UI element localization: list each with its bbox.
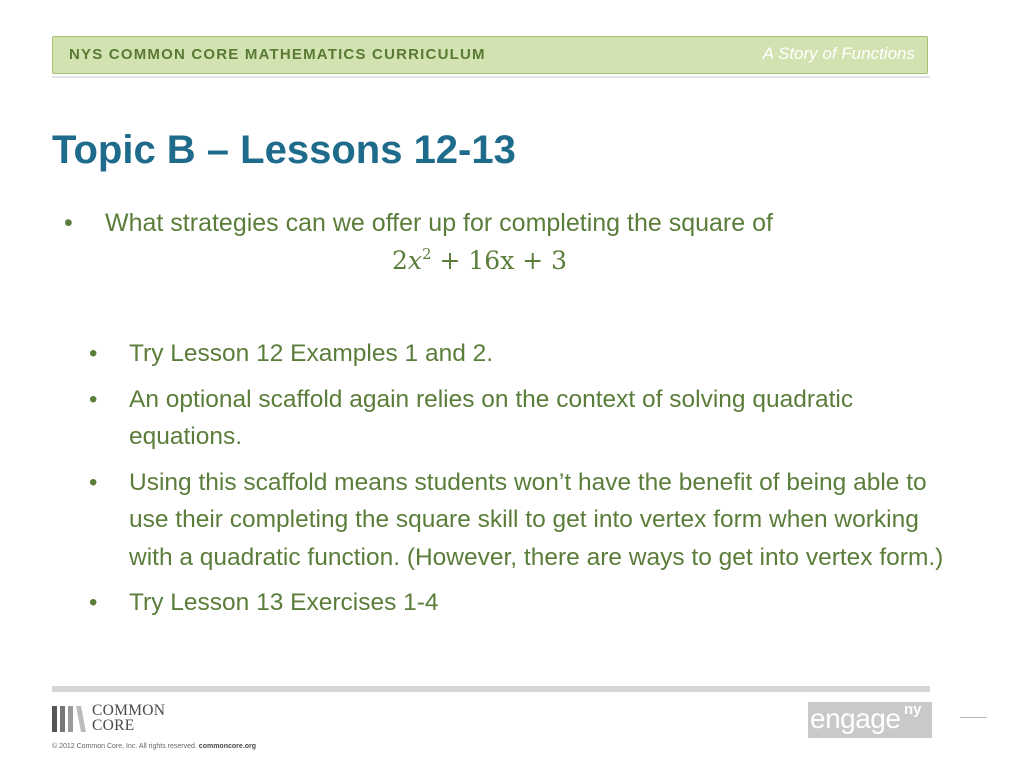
list-item-text: Try Lesson 13 Exercises 1-4 [129,589,439,616]
footer-divider [52,686,930,692]
common-core-logo-icon [52,706,86,732]
bullet-icon: • [64,209,73,237]
bullet-icon: • [89,340,98,367]
expression-variable: x [407,246,423,275]
expression-coefficient: 2 [392,246,408,275]
common-core-logo-text [92,703,165,733]
list-item-text: An optional scaffold again relies on the context of solving quadratic equations. [129,385,854,450]
copyright-text: © 2012 Common Core, Inc. All rights reserved. [52,743,197,750]
copyright-site-link[interactable]: commoncore.org [198,743,256,750]
engage-word: engage [810,703,901,734]
list-item [0,584,1024,622]
engage-ny-superscript: ny [904,701,922,718]
list-item [0,464,1024,577]
banner-divider [52,76,930,78]
curriculum-title: NYS COMMON CORE MATHEMATICS CURRICULUM [69,46,486,63]
question-text: What strategies can we offer up for completing the square of [105,209,773,237]
story-subtitle: A Story of Functions [762,44,915,63]
logo-line-common: COMMON [92,702,166,719]
expression-terms: + 16x + 3 [431,246,568,275]
list-item [0,335,1024,373]
list-item-text: Using this scaffold means students won’t have the benefit of being able to use their completing the square skill to get into vertex form when working with a quadratic function. (However, there are ways to get into vertex form.) [129,468,944,571]
header-banner [52,36,928,74]
list-item [0,381,1024,456]
slide-title: Topic B – Lessons 12-13 [52,128,516,172]
sub-bullet-list [0,335,1024,630]
expression-exponent: 2 [422,245,432,263]
logo-line-core: CORE [92,717,135,734]
engage-ny-logo [808,702,932,738]
list-item-text: Try Lesson 12 Examples 1 and 2. [129,340,494,367]
math-expression [392,245,567,275]
bullet-icon: • [89,468,98,496]
bullet-icon: • [89,589,98,616]
copyright-notice [52,743,256,750]
side-divider [960,717,987,718]
bullet-icon: • [89,385,98,413]
